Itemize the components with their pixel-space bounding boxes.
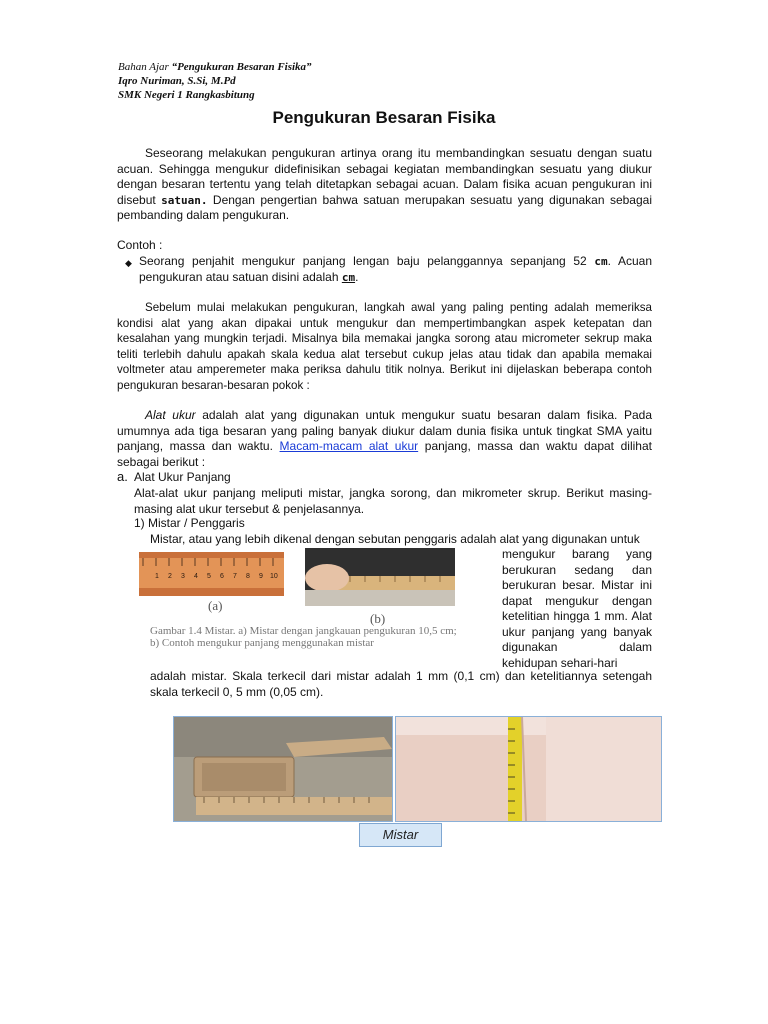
p1-text-1: Seseorang melakukan pengukuran artinya orang itu membandingkan sesuatu dengan suatu acuan. Sehingga mengukur didefinisikan sebagai kegiatan membandingkan sesuatu yang diukur dengan besaran tertentu yang telah ditetapkan sebagai acuan. Dalam fisika acuan pengukuran ini disebut (117, 146, 652, 207)
contoh-unit-2: cm (341, 270, 356, 284)
ruler-tick-4: 4 (194, 573, 198, 580)
ruler-tick-3: 3 (181, 573, 185, 580)
contoh-text-3: . (355, 269, 359, 284)
header-school: SMK Negeri 1 Rangkasbitung (118, 89, 255, 101)
mistar-text-bottom: adalah mistar. Skala terkecil dari mistar adalah 1 mm (0,1 cm) dan ketelitiannya setengah skala terkecil 0, 5 mm (0,05 cm). (150, 669, 652, 699)
ruler-tick-2: 2 (168, 573, 172, 580)
section-a-marker: a. (117, 469, 128, 484)
section-a-heading: Alat Ukur Panjang (134, 470, 231, 484)
paragraph-definition (117, 146, 652, 224)
figure-label-b: (b) (370, 611, 386, 626)
ruler-tick-7: 7 (233, 573, 237, 580)
ruler-tick-5: 5 (207, 573, 211, 580)
page-title: Pengukuran Besaran Fisika (272, 108, 496, 127)
ruler-a-graphic (139, 552, 284, 596)
figure-caption-line-1: Gambar 1.4 Mistar. a) Mistar dengan jangkauan pengukuran 10,5 cm; (150, 625, 457, 637)
subsection-mistar-heading: 1) Mistar / Penggaris (134, 516, 245, 530)
section-a-intro: Alat-alat ukur panjang meliputi mistar, jangka sorong, dan mikrometer skrup. Berikut masing-masing alat ukur tersebut & penjelasannya. (134, 486, 652, 516)
p3-italic: Alat ukur (145, 408, 196, 422)
header-author: Iqro Nuriman, S.Si, M.Pd (118, 75, 236, 87)
p1-text-2: Dengan pengertian bahwa satuan merupakan sesuatu yang digunakan sebagai pembanding dalam pengukuran. (117, 192, 652, 222)
hand-measure-graphic (305, 548, 455, 606)
contoh-unit-1: cm (594, 255, 608, 268)
ruler-tick-6: 6 (220, 573, 224, 580)
mistar-text-side: mengukur barang yang berukuran sedang dan berukuran besar. Mistar ini dapat mengukur dengan ketelitian hingga 1 mm. Alat ukur panjang yang banyak digunakan dalam kehidupan sehari-hari (502, 547, 652, 670)
header-doc-title: “Pengukuran Besaran Fisika” (171, 61, 312, 73)
ruler-photo-b (305, 548, 455, 606)
ruler-tick-1: 1 (155, 573, 159, 580)
p3-text-2: panjang, massa dan waktu dapat dilihat sebagai berikut : (117, 439, 652, 469)
contoh-text-1: Seorang penjahit mengukur panjang lengan baju pelanggannya sepanjang 52 (139, 254, 595, 268)
mistar-text-top: Mistar, atau yang lebih dikenal dengan sebutan penggaris adalah alat yang digunakan untuk (150, 532, 640, 546)
p3-text-1: adalah alat yang digunakan untuk mengukur suatu besaran dalam fisika. Pada umumnya ada tiga besaran yang paling banyak diukur dalam dunia fisika untuk tingkat SMA yaitu panjang, massa dan waktu. (117, 408, 653, 453)
tape-measure-photo (395, 716, 662, 822)
mistar-caption-box: Mistar (359, 823, 442, 847)
figure-caption (150, 625, 498, 649)
ruler-tick-8: 8 (246, 573, 250, 580)
header-source: Bahan Ajar (118, 61, 172, 73)
figure-label-a: (a) (208, 598, 223, 613)
contoh-text-2: . Acuan pengukuran atau satuan disini adalah (139, 254, 653, 284)
ruler-box-photo (173, 716, 393, 822)
tape-measure-graphic (396, 717, 661, 821)
ruler-tick-10: 10 (270, 573, 278, 580)
ruler-tick-9: 9 (259, 573, 263, 580)
macam-alat-ukur-link[interactable]: Macam-macam alat ukur (279, 439, 419, 453)
document-header (118, 60, 312, 102)
ruler-photo-a (139, 552, 284, 596)
ruler-box-graphic (174, 717, 392, 821)
paragraph-alat-ukur (117, 408, 652, 470)
contoh-text (139, 254, 652, 285)
contoh-label: Contoh : (117, 238, 163, 252)
figure-caption-line-2: b) Contoh mengukur panjang menggunakan mistar (150, 637, 374, 649)
paragraph-preparation: Sebelum mulai melakukan pengukuran, langkah awal yang paling penting adalah memeriksa kondisi alat yang akan dipakai untuk mengukur dan mempertimbangkan aspek ketepatan dan kesalahan yang mungkin terjadi. Misalnya bila memakai jangka sorong atau micrometer sekrup maka teliti terlebih dahulu apakah skala kedua alat tersebut cukup jelas atau tidak dan apabila memakai voltmeter atau amperemeter maka periksa dahulu titik nolnya. Berikut ini dijelaskan beberapa contoh pengukuran besaran-besaran pokok : (117, 301, 652, 392)
p1-bold-satuan: satuan. (161, 193, 208, 207)
bullet-icon: ◆ (125, 258, 132, 268)
